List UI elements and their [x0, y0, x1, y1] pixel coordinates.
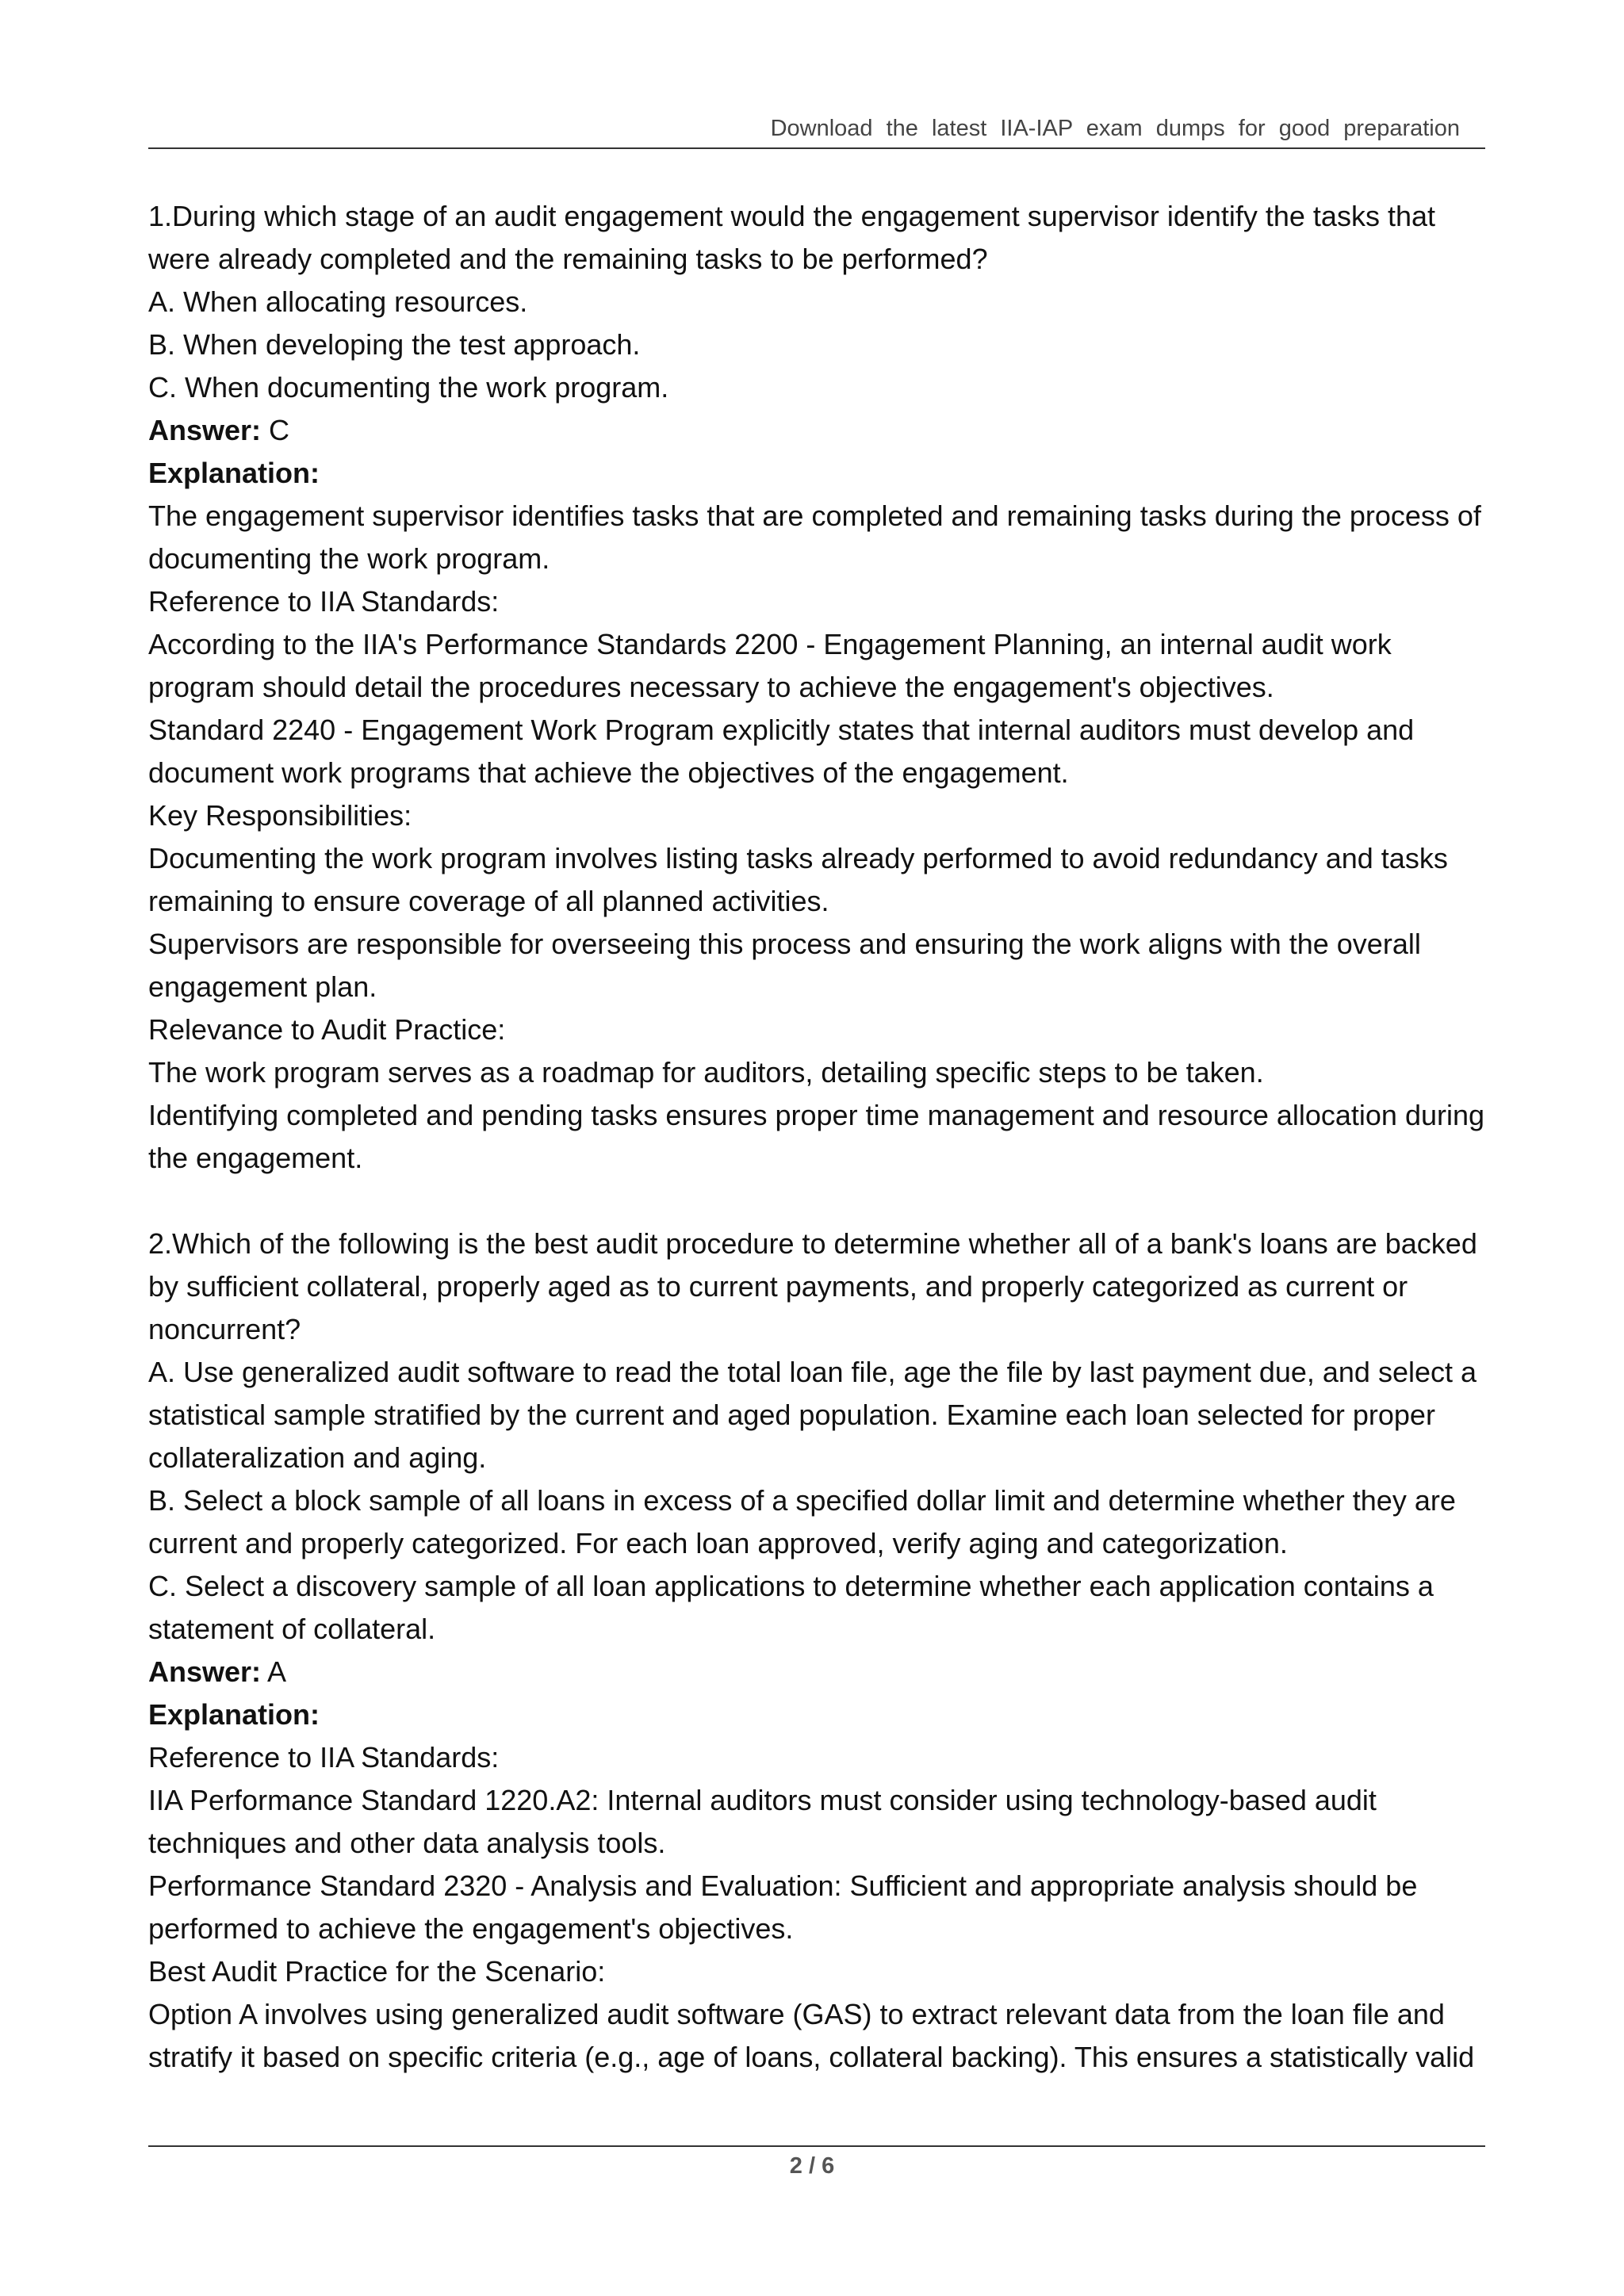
document-body	[148, 195, 1496, 2079]
question-2-text: 2.Which of the following is the best audit procedure to determine whether all of a bank's loans are backed by sufficient collateral, properly aged as to current payments, and properly categorized as current or noncurrent?	[148, 1227, 1477, 1345]
question-1-explanation-label: Explanation:	[148, 457, 320, 489]
question-2-explanation-line: Best Audit Practice for the Scenario:	[148, 1955, 606, 1988]
answer-label: Answer:	[148, 414, 262, 446]
question-1-explanation-line: The engagement supervisor identifies tasks that are completed and remaining tasks during the process of documenting the work program.	[148, 499, 1481, 575]
answer-label: Answer:	[148, 1655, 262, 1688]
question-1-explanation-line: The work program serves as a roadmap for auditors, detailing specific steps to be taken.	[148, 1056, 1264, 1089]
question-separator	[148, 1180, 1496, 1223]
question-1-explanation-line: Key Responsibilities:	[148, 799, 412, 832]
question-2-option-b: B. Select a block sample of all loans in excess of a specified dollar limit and determine whether they are current and properly categorized. For each loan approved, verify aging and categorization.	[148, 1484, 1456, 1559]
question-2-explanation-line: Option A involves using generalized audit software (GAS) to extract relevant data from the loan file and stratify it based on specific criteria (e.g., age of loans, collateral backing). This ensures a statistically valid	[148, 1998, 1475, 2073]
question-1-explanation-line: Standard 2240 - Engagement Work Program explicitly states that internal auditors must develop and document work programs that achieve the objectives of the engagement.	[148, 714, 1415, 789]
question-1-explanation-line: Documenting the work program involves listing tasks already performed to avoid redundancy and tasks remaining to ensure coverage of all planned activities.	[148, 842, 1448, 917]
question-1-explanation-line: According to the IIA's Performance Standards 2200 - Engagement Planning, an internal audit work program should detail the procedures necessary to achieve the engagement's objectives.	[148, 628, 1392, 703]
page-number: 2 / 6	[789, 2153, 835, 2179]
header-text: Download the latest IIA-IAP exam dumps for good preparation	[770, 116, 1460, 141]
question-1-option-a: A. When allocating resources.	[148, 285, 528, 318]
question-2-option-c: C. Select a discovery sample of all loan applications to determine whether each application contains a statement of collateral.	[148, 1570, 1434, 1645]
footer-divider	[148, 2145, 1485, 2147]
page-header	[148, 114, 1485, 149]
question-2-explanation-label: Explanation:	[148, 1698, 320, 1731]
question-1-explanation-line: Reference to IIA Standards:	[148, 585, 500, 618]
question-2-answer	[148, 1651, 1496, 1693]
question-1-explanation-line: Relevance to Audit Practice:	[148, 1013, 506, 1046]
question-1-explanation-line: Identifying completed and pending tasks ensures proper time management and resource allocation during the engagement.	[148, 1099, 1485, 1174]
question-1-answer	[148, 409, 1496, 452]
question-1-text: 1.During which stage of an audit engagement would the engagement supervisor identify the tasks that were already completed and the remaining tasks to be performed?	[148, 200, 1436, 275]
question-2-option-a: A. Use generalized audit software to read the total loan file, age the file by last payment due, and select a statistical sample stratified by the current and aged population. Examine each loan selected for proper collateralization and aging.	[148, 1356, 1477, 1474]
answer-value: C	[269, 414, 290, 446]
question-2-explanation-line: Performance Standard 2320 - Analysis and Evaluation: Sufficient and appropriate analysis should be performed to achieve the engagement's objectives.	[148, 1869, 1418, 1945]
question-2-explanation-line: Reference to IIA Standards:	[148, 1741, 500, 1774]
question-1-option-b: B. When developing the test approach.	[148, 328, 641, 361]
question-2-explanation-line: IIA Performance Standard 1220.A2: Internal auditors must consider using technology-based audit techniques and other data analysis tools.	[148, 1784, 1377, 1859]
question-1-option-c: C. When documenting the work program.	[148, 371, 669, 404]
question-1-explanation-line: Supervisors are responsible for overseeing this process and ensuring the work aligns with the overall engagement plan.	[148, 928, 1421, 1003]
answer-value: A	[267, 1655, 287, 1688]
